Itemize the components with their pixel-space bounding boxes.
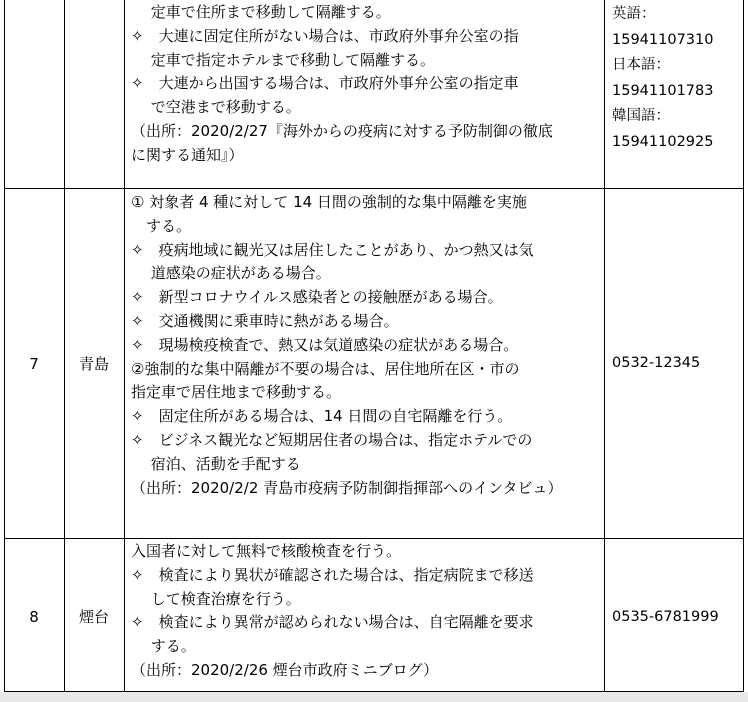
- row-number: 7: [29, 355, 39, 373]
- detail-line: に関する通知』）: [131, 145, 244, 164]
- page-bottom-edge: [0, 692, 748, 702]
- detail-line: ✧ 交通機関に乗車時に熱がある場合。: [131, 311, 399, 330]
- row-divider-7: [4, 188, 744, 189]
- contact-line: 英語：: [612, 6, 656, 22]
- detail-line: する。: [131, 637, 196, 656]
- detail-line: ✧ 検査により異常が認められない場合は、自宅隔離を要求: [131, 613, 534, 632]
- detail-line: （出所：2020/2/27『海外からの疫病に対する予防制御の徹底: [131, 121, 553, 140]
- detail-line: （出所：2020/2/2 青島市疫病予防制御指揮部へのインタビュ）: [131, 478, 563, 497]
- row-details: [131, 191, 563, 500]
- detail-line: ✧ 大連に固定住所がない場合は、市政府外事弁公室の指: [131, 26, 519, 45]
- contact-line: 0535-6781999: [612, 609, 719, 625]
- table-border-left: [4, 0, 5, 692]
- detail-line: ✧ 疫病地域に観光又は居住したことがあり、かつ熱又は気: [131, 240, 534, 259]
- detail-line: 入国者に対して無料で核酸検査を行う。: [131, 542, 402, 560]
- detail-line: 道感染の症状がある場合。: [131, 264, 331, 283]
- detail-line: 定車で住所まで移動して隔離する。: [131, 3, 391, 21]
- contact-line: 15941101783: [612, 82, 714, 99]
- row-details: [131, 1, 553, 168]
- detail-line: ✧ 新型コロナウイルス感染者との接触歴がある場合。: [131, 288, 503, 307]
- detail-line: ① 対象者 4 種に対して 14 日間の強制的な集中隔離を実施: [131, 193, 527, 211]
- detail-line: ✧ 大連から出国する場合は、市政府外事弁公室の指定車: [131, 74, 519, 93]
- detail-line: 宿泊、活動を手配する: [131, 454, 301, 473]
- row-contact: [612, 351, 700, 377]
- row-contact: [612, 605, 719, 631]
- detail-line: する。: [131, 216, 192, 235]
- detail-line: ✧ 現場検疫検査で、熱又は気道感染の症状がある場合。: [131, 335, 519, 354]
- detail-line: して検査治療を行う。: [131, 589, 301, 608]
- column-divider-number: [64, 0, 65, 692]
- detail-line: 指定車で居住地まで移動する。: [131, 383, 342, 402]
- column-divider-details: [604, 0, 605, 692]
- contact-line: 15941107310: [612, 31, 714, 48]
- row-number: 8: [29, 608, 39, 626]
- detail-line: ✧ 検査により異状が確認された場合は、指定病院まで移送: [131, 565, 534, 584]
- contact-line: 0532-12345: [612, 355, 701, 371]
- row-divider-8: [4, 538, 744, 539]
- detail-line: で空港まで移動する。: [131, 98, 301, 117]
- city-name: 煙台: [78, 608, 109, 626]
- row-details: [131, 540, 534, 683]
- row-contact: [612, 2, 713, 155]
- detail-line: （出所：2020/2/26 煙台市政府ミニブログ）: [131, 660, 439, 679]
- contact-line: 日本語：: [612, 57, 670, 73]
- contact-line: 韓国語：: [612, 108, 670, 124]
- detail-line: 定車で指定ホテルまで移動して隔離する。: [131, 50, 436, 69]
- city-name: 青島: [78, 355, 109, 373]
- detail-line: ✧ ビジネス観光など短期居住者の場合は、指定ホテルでの: [131, 430, 533, 449]
- column-divider-city: [124, 0, 125, 692]
- detail-line: ②強制的な集中隔離が不要の場合は、居住地所在区・市の: [131, 359, 520, 378]
- detail-line: ✧ 固定住所がある場合は、14 日間の自宅隔離を行う。: [131, 407, 513, 426]
- table-border-right: [743, 0, 744, 692]
- contact-line: 15941102925: [612, 133, 714, 150]
